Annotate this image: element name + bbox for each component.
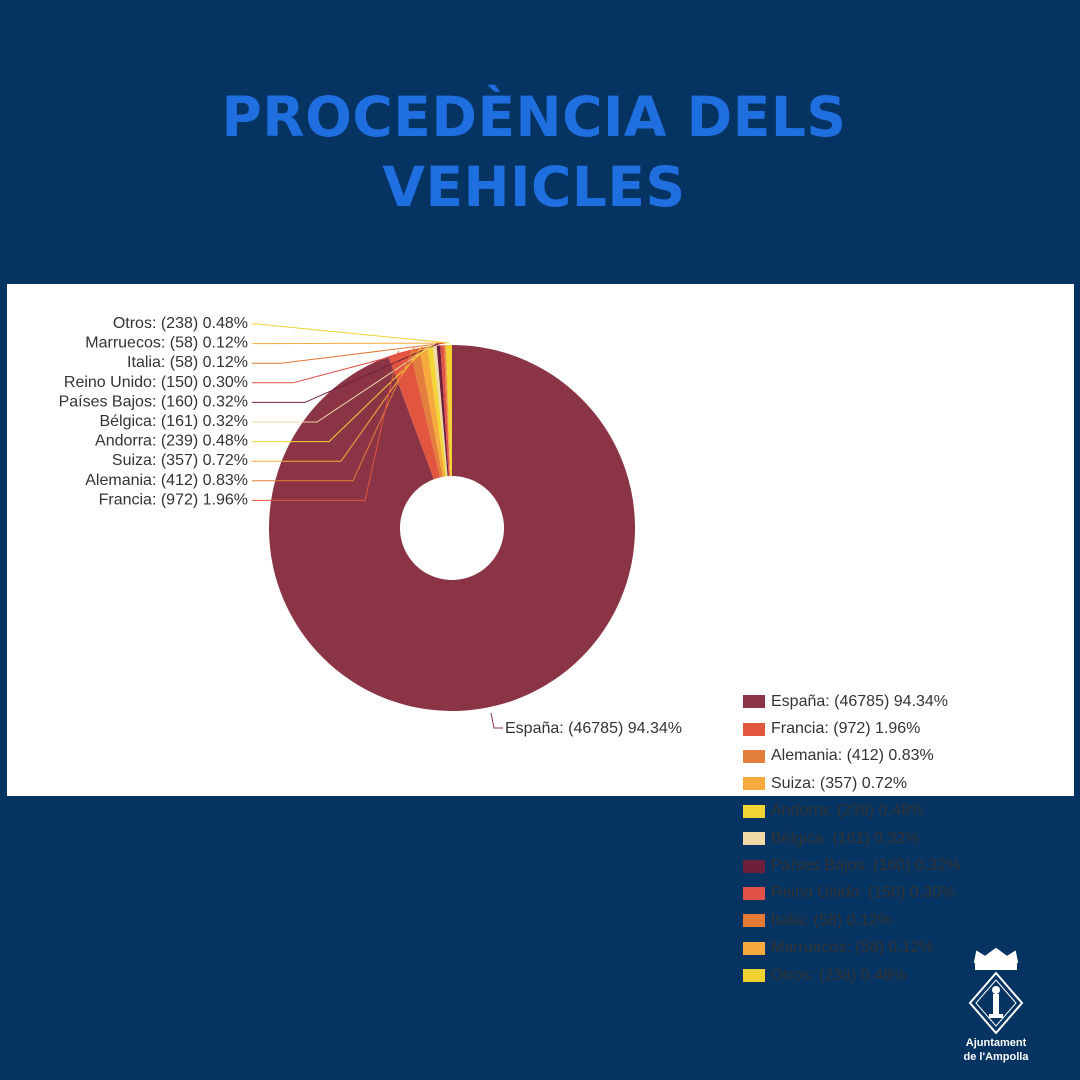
legend-item-espana [743,688,960,715]
legend-item-italia [743,907,960,934]
title-line-1: PROCEDÈNCIA DELS [221,85,847,149]
legend-swatch [743,942,765,955]
legend-label: Bélgica: (161) 0.32% [771,829,920,847]
callout-line-espana [491,713,503,728]
slice-label-reino-unido: Reino Unido: (150) 0.30% [63,373,248,391]
legend-label: Alemania: (412) 0.83% [771,747,934,765]
logo-text [948,1036,1044,1064]
slice-label-alemania: Alemania: (412) 0.83% [85,471,248,489]
legend-swatch [743,887,765,900]
municipal-logo [948,946,1044,1066]
legend-swatch [743,723,765,736]
slice-label-marruecos: Marruecos: (58) 0.12% [85,334,248,352]
slice-label-italia: Italia: (58) 0.12% [127,354,248,372]
legend-label: Reino Unido: (150) 0.30% [771,884,956,902]
slice-label-belgica: Bélgica: (161) 0.32% [99,413,248,430]
legend-label: Andorra: (239) 0.48% [771,802,924,820]
legend-swatch [743,860,765,873]
legend-label: Otros: (238) 0.48% [771,966,907,984]
legend-item-otros [743,962,960,989]
legend-item-francia [743,715,960,742]
slice-label-suiza: Suiza: (357) 0.72% [111,452,248,470]
legend-swatch [743,832,765,845]
legend-item-marruecos [743,935,960,962]
chart-legend [743,688,960,989]
slice-label-francia: Francia: (972) 1.96% [98,491,248,509]
page-title [0,82,1068,222]
legend-label: España: (46785) 94.34% [771,692,949,710]
legend-label: Francia: (972) 1.96% [771,720,921,738]
chart-panel [7,284,1074,984]
legend-item-reino-unido [743,880,960,907]
logo-line-2: de l'Ampolla [963,1051,1029,1063]
legend-label: Suiza: (357) 0.72% [771,774,908,792]
legend-swatch [743,750,765,763]
legend-item-belgica [743,825,960,852]
legend-swatch [743,914,765,927]
legend-item-paises-bajos [743,852,960,879]
legend-item-andorra [743,798,960,825]
legend-swatch [743,969,765,982]
slice-label-andorra: Andorra: (239) 0.48% [95,432,248,450]
logo-line-1: Ajuntament [965,1037,1027,1049]
callout-line-otros [252,324,449,343]
legend-item-alemania [743,743,960,770]
legend-swatch [743,805,765,818]
legend-label: Italia: (58) 0.12% [771,911,892,929]
slice-label-paises-bajos: Países Bajos: (160) 0.32% [58,393,248,411]
title-line-2: VEHICLES [382,155,686,219]
slice-label-otros: Otros: (238) 0.48% [112,315,248,332]
legend-item-suiza [743,770,960,797]
legend-label: Marruecos: (58) 0.12% [771,939,934,957]
slice-label-espana: España: (46785) 94.34% [505,720,683,737]
legend-swatch [743,777,765,790]
legend-label: Países Bajos: (160) 0.32% [771,857,961,875]
coat-of-arms-icon [965,946,1027,1034]
legend-swatch [743,695,765,708]
